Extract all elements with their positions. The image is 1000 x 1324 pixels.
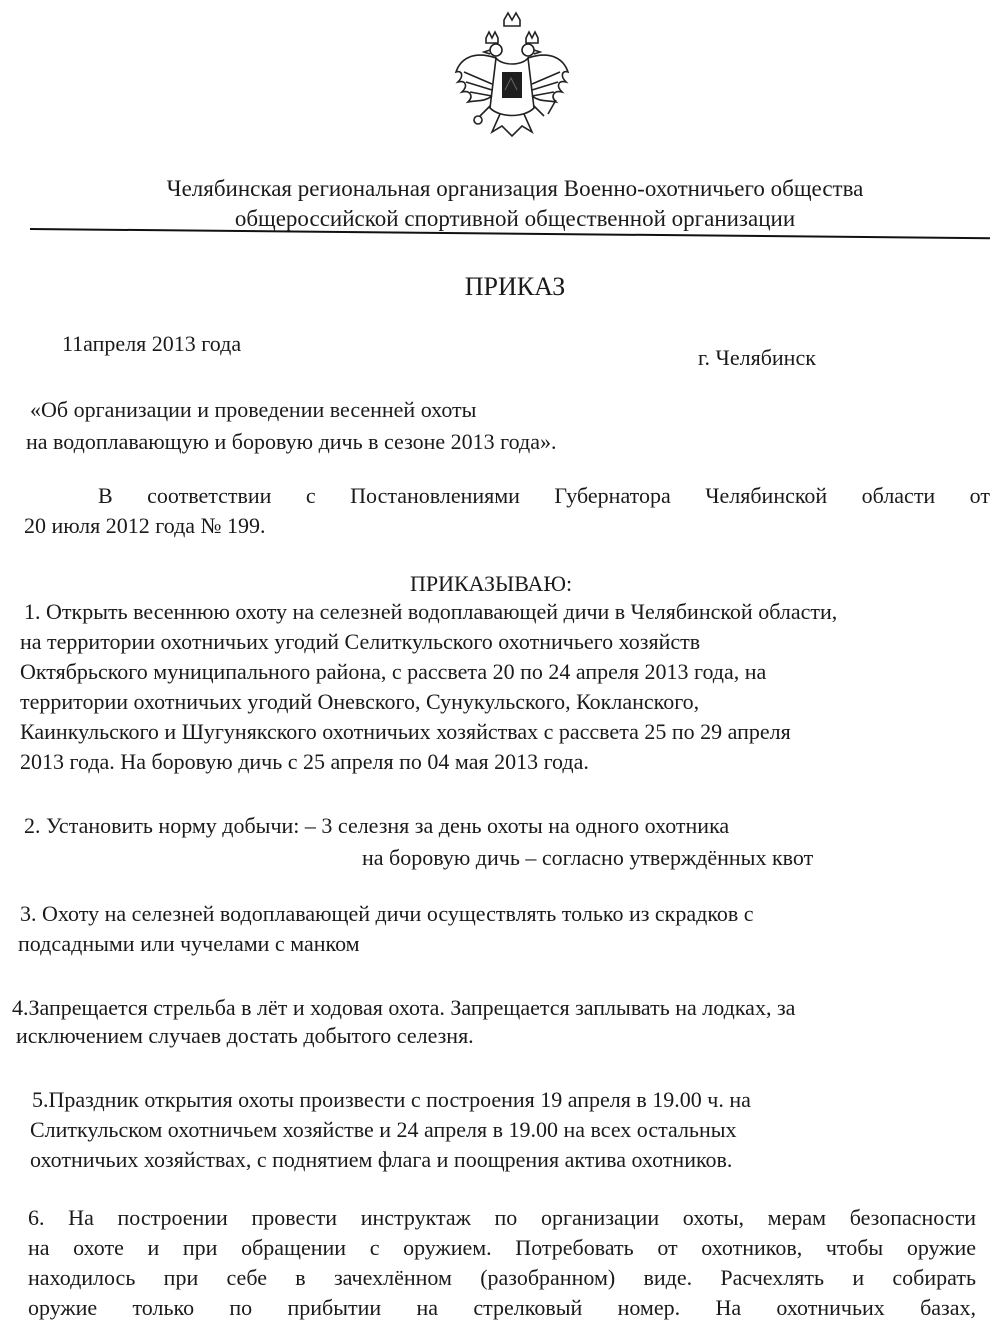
item1-line2: на территории охотничьих угодий Селиткульского охотничьего хозяйств [20,629,701,654]
order-date: 11апреля 2013 года [62,331,242,356]
organization-name-line2: общероссийской спортивной общественной организации [234,206,796,231]
order-word: ПРИКАЗЫВАЮ: [410,571,573,596]
item1-line5: Каинкульского и Шугунякского охотничьих хозяйствах с рассвета 25 по 29 апреля [20,719,791,744]
subject-line1: «Об организации и проведении весенней охоты [30,397,477,422]
item5-line2: Слиткульском охотничьем хозяйстве и 24 апреля в 19.00 на всех остальных [30,1117,737,1142]
item4-line1: 4.Запрещается стрельба в лёт и ходовая охота. Запрещается заплывать на лодках, за [12,995,796,1020]
item6-line3: находилось при себе в зачехлённом (разобранном) виде. Расчехлять и собирать [28,1265,976,1290]
document-title: ПРИКАЗ [464,272,566,301]
item5-line3: охотничьих хозяйствах, с поднятием флага и поощрения актива охотников. [30,1147,733,1172]
item1-line3: Октябрьского муниципального района, с рассвета 20 по 24 апреля 2013 года, на [20,659,767,684]
item2-line1: 2. Установить норму добычи: – 3 селезня за день охоты на одного охотника [24,813,730,838]
coat-of-arms-emblem [452,10,572,150]
subject-line2: на водоплавающую и боровую дичь в сезоне 2013 года». [26,429,557,454]
item1-line4: территории охотничьих угодий Оневского, Сунукульского, Кокланского, [20,689,700,714]
order-city: г. Челябинск [698,345,816,370]
organization-name-line1: Челябинская региональная организация Военно-охотничьего общества [166,176,864,201]
item5-line1: 5.Праздник открытия охоты произвести с построения 19 апреля в 19.00 ч. на [32,1087,751,1112]
item1-line6: 2013 года. На боровую дичь с 25 апреля по 04 мая 2013 года. [20,749,589,774]
preamble-line2: 20 июля 2012 года № 199. [24,513,266,538]
item6-line2: на охоте и при обращении с оружием. Потребовать от охотников, чтобы оружие [28,1235,976,1260]
item4-line2: исключением случаев достать добытого селезня. [16,1023,474,1048]
preamble-line1: В соответствии с Постановлениями Губернатора Челябинской области от [98,483,990,508]
item6-line4: оружие только по прибытии на стрелковый номер. На охотничьих базах, [28,1295,976,1320]
item3-line1: 3. Охоту на селезней водоплавающей дичи осуществлять только из скрадков с [20,901,754,926]
item6-line1: 6. На построении провести инструктаж по организации охоты, мерам безопасности [28,1205,976,1230]
item3-line2: подсадными или чучелами с манком [18,931,360,956]
item1-line1: 1. Открыть весеннюю охоту на селезней водоплавающей дичи в Челябинской области, [24,599,838,624]
item2-line2: на боровую дичь – согласно утверждённых квот [362,845,814,870]
